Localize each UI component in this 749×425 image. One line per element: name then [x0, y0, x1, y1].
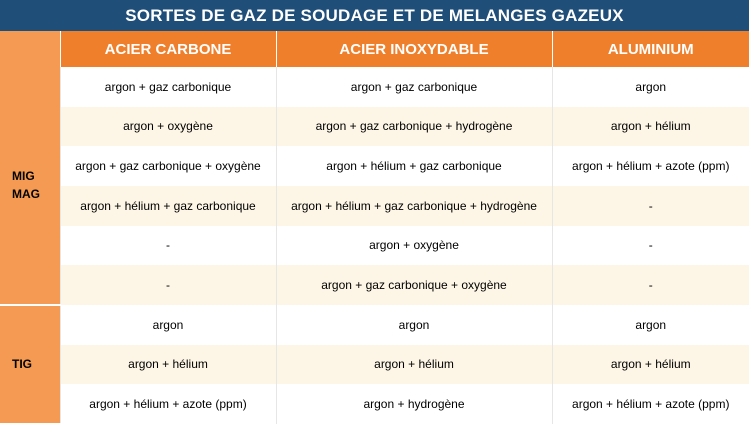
table-cell: argon + oxygène	[60, 107, 276, 147]
table-row	[0, 146, 749, 186]
column-header-acier-carbone: ACIER CARBONE	[60, 31, 276, 67]
table-row	[0, 305, 749, 345]
table-cell: argon + gaz carbonique + hydrogène	[276, 107, 552, 147]
header-row	[0, 31, 749, 67]
table-row	[0, 345, 749, 385]
header-corner	[0, 31, 60, 67]
table-row	[0, 384, 749, 424]
group-label-line: TIG	[12, 357, 32, 372]
table-cell: argon	[60, 305, 276, 345]
column-header-aluminium: ALUMINIUM	[552, 31, 749, 67]
table-row	[0, 226, 749, 266]
table-cell: argon + hélium	[276, 345, 552, 385]
table-cell: argon	[552, 305, 749, 345]
table-cell: argon + hélium + azote (ppm)	[552, 384, 749, 424]
table-cell: argon + gaz carbonique	[60, 67, 276, 107]
group-label-line: MAG	[12, 187, 40, 202]
table-cell: argon + hélium + gaz carbonique	[276, 146, 552, 186]
table-cell: -	[60, 265, 276, 305]
page-title: SORTES DE GAZ DE SOUDAGE ET DE MELANGES GAZEUX	[0, 0, 749, 31]
table-cell: argon + oxygène	[276, 226, 552, 266]
table-cell: argon + hélium	[552, 107, 749, 147]
gas-table	[0, 31, 749, 425]
table-row	[0, 107, 749, 147]
table-cell: argon	[276, 305, 552, 345]
table-cell: argon + hydrogène	[276, 384, 552, 424]
table-cell: argon + hélium	[60, 345, 276, 385]
table-cell: argon + hélium + azote (ppm)	[60, 384, 276, 424]
table-row	[0, 265, 749, 305]
group-label-line: MIG	[12, 169, 35, 184]
table-cell: argon + hélium + gaz carbonique + hydrogène	[276, 186, 552, 226]
group-label-tig	[0, 305, 60, 424]
table-cell: -	[552, 226, 749, 266]
table-cell: argon	[552, 67, 749, 107]
table-cell: argon + gaz carbonique + oxygène	[276, 265, 552, 305]
table-cell: argon + gaz carbonique + oxygène	[60, 146, 276, 186]
table-cell: argon + gaz carbonique	[276, 67, 552, 107]
group-label-mig-mag	[0, 67, 60, 305]
table-row	[0, 186, 749, 226]
table-cell: -	[552, 265, 749, 305]
table-cell: -	[60, 226, 276, 266]
table-cell: argon + hélium	[552, 345, 749, 385]
table-cell: argon + hélium + azote (ppm)	[552, 146, 749, 186]
table-cell: argon + hélium + gaz carbonique	[60, 186, 276, 226]
column-header-acier-inoxydable: ACIER INOXYDABLE	[276, 31, 552, 67]
table-cell: -	[552, 186, 749, 226]
table-row	[0, 67, 749, 107]
